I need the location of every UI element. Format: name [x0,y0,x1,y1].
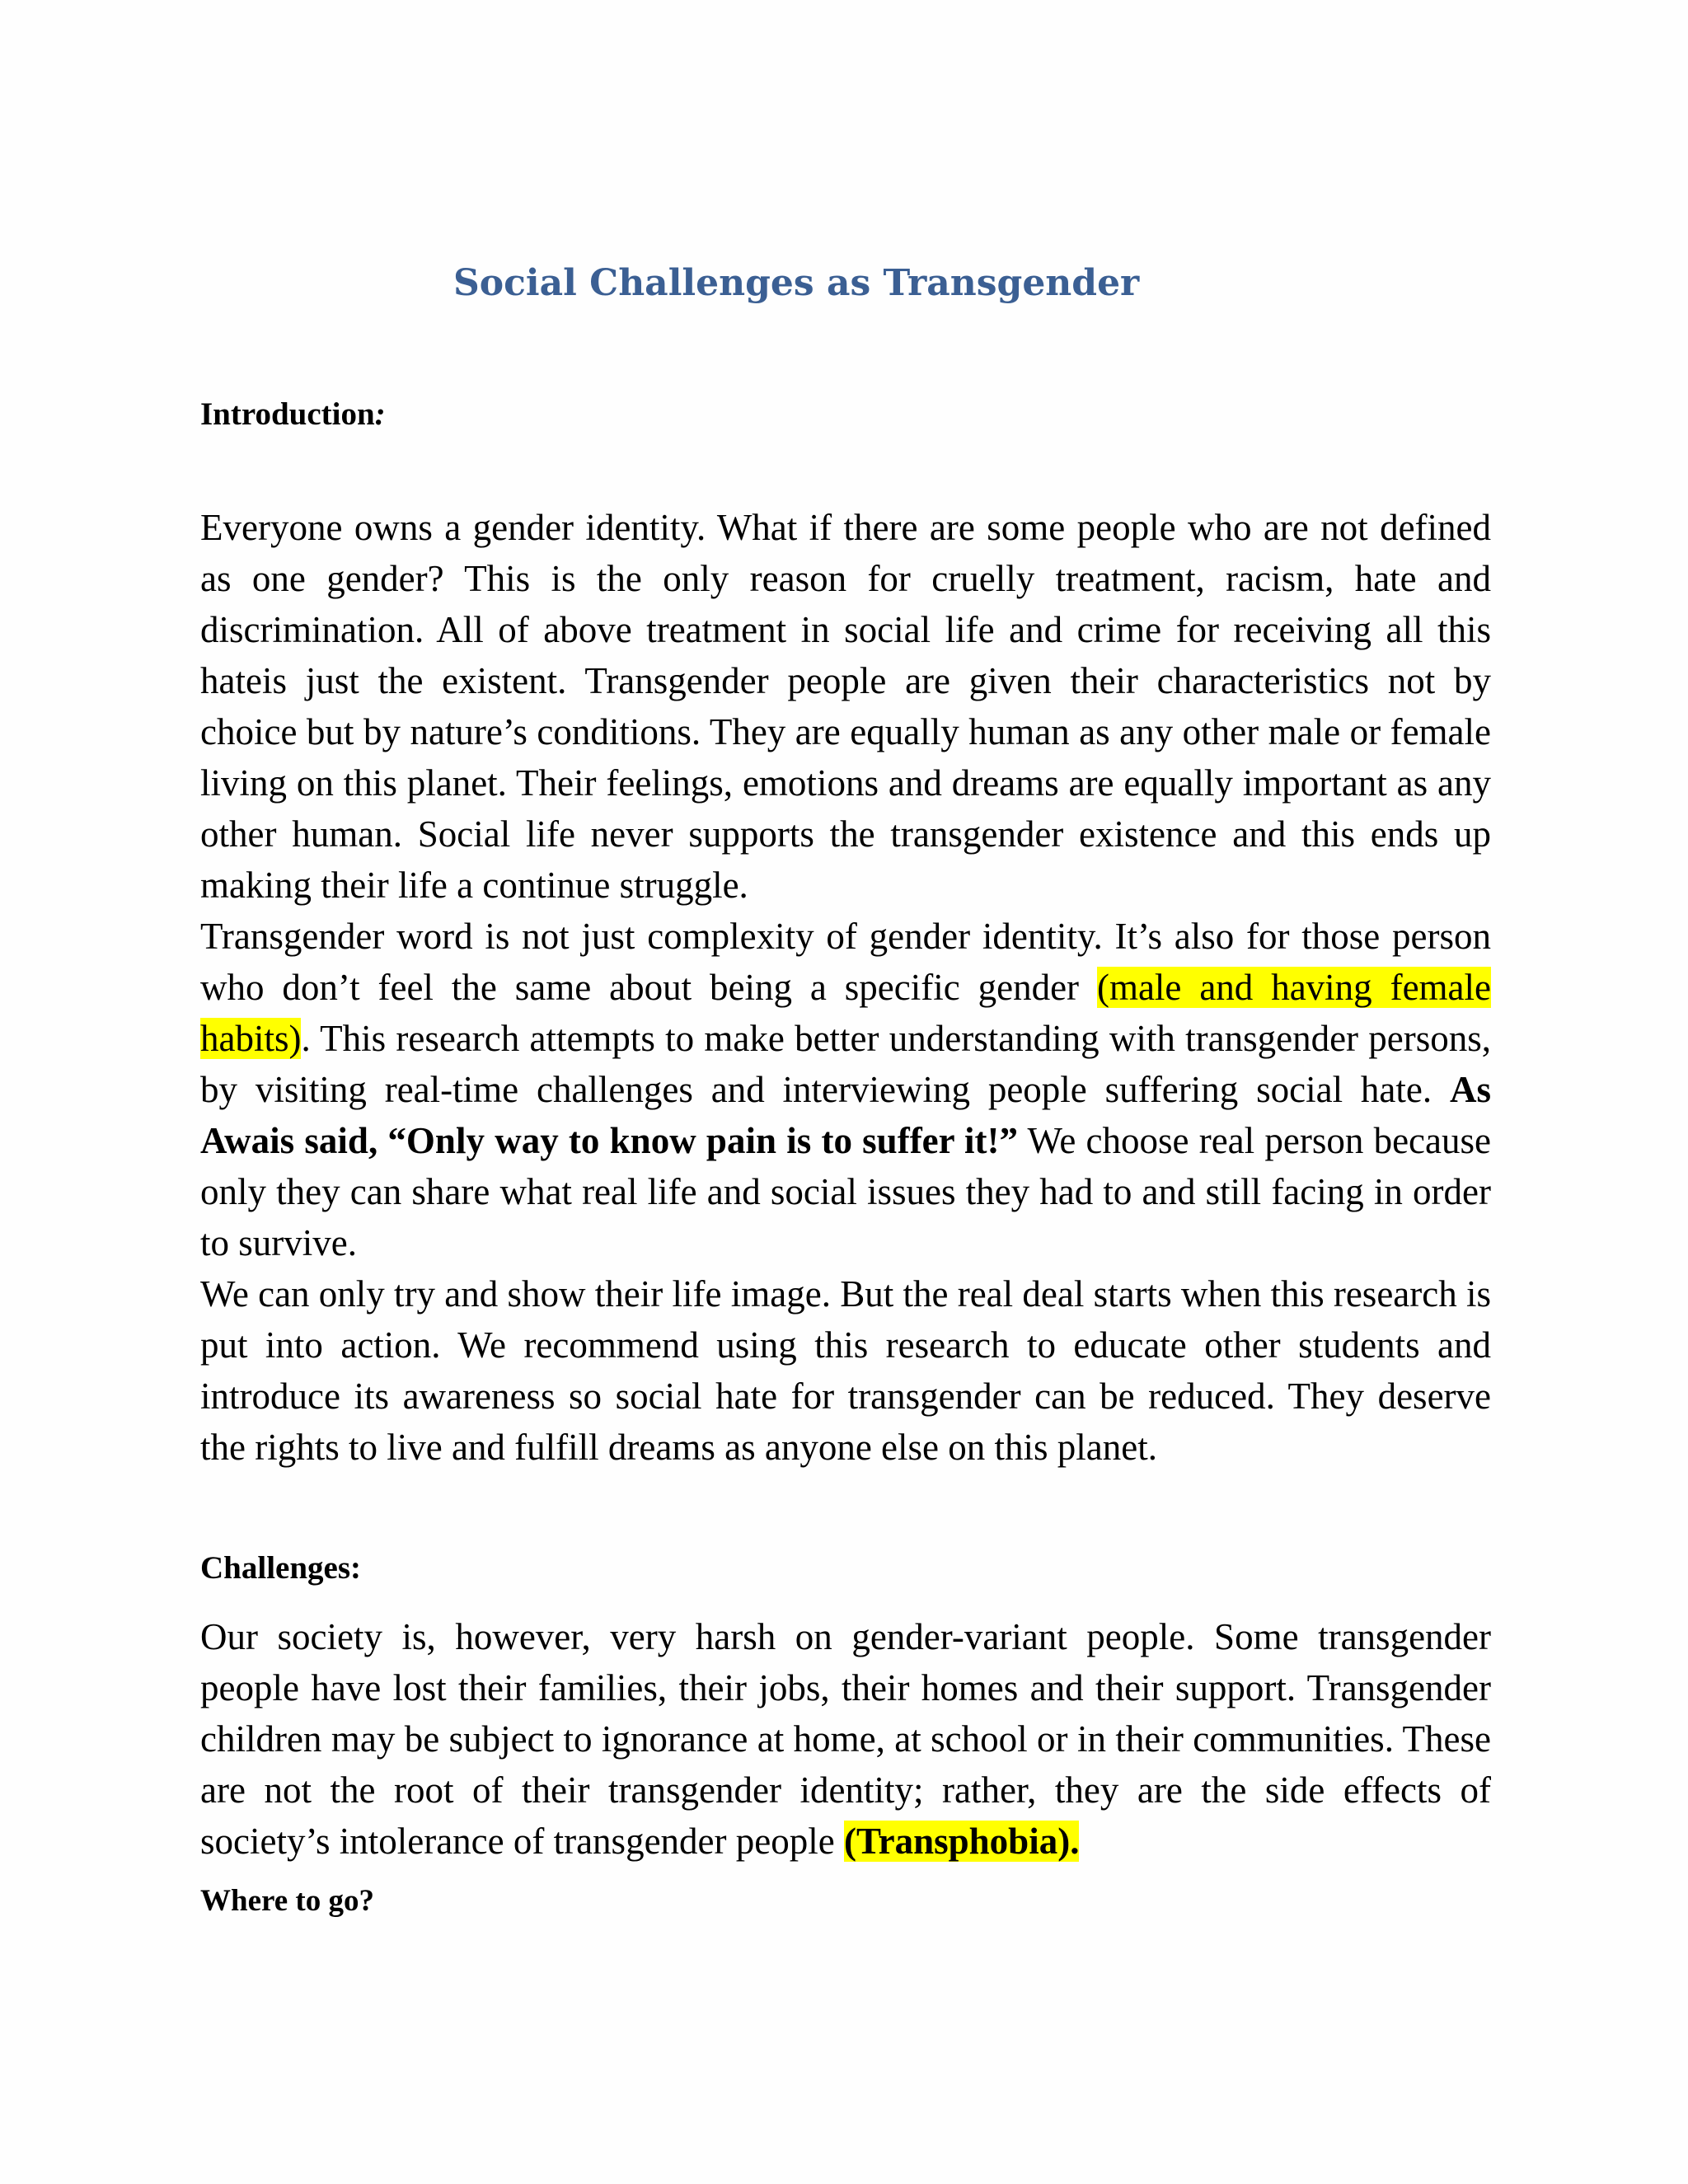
challenges-paragraph-text: Our society is, however, very harsh on gender-variant people. Some transgender people have lost their families, their jobs, their homes and their support. Transgender children may be subject to ignorance at home, at school or in their communities. These are not the root of their transgender identity; rather, they are the side effects of society’s intolerance of transgender people [200,1616,1491,1862]
challenges-paragraph [200,1611,1491,1867]
challenges-body [200,1611,1491,1867]
where-to-go-heading: Where to go? [200,1884,374,1918]
intro-paragraph-3: We can only try and show their life image. But the real deal starts when this research is put into action. We recommend using this research to educate other students and introduce its awareness so social hate for transgender can be reduced. They deserve the rights to live and fulfill dreams as anyone else on this planet. [200,1273,1491,1468]
intro-paragraph-2-mid: . This research attempts to make better understanding with transgender persons, by visiting real-time challenges and interviewing people suffering social hate. [200,1018,1491,1110]
introduction-heading-colon: : [374,396,386,432]
introduction-heading [200,396,386,433]
intro-paragraph-2-end: We choose real person because only they can share what real life and social issues they had to and still facing in order to survive. [200,1120,1491,1263]
introduction-body [200,502,1491,1473]
awais-quote: As Awais said, “Only way to know pain is to suffer it!” [200,1069,1491,1161]
transphobia-highlight: (Transphobia). [843,1821,1080,1862]
introduction-heading-text: Introduction [200,396,375,432]
intro-paragraph-2-start: Transgender word is not just complexity of gender identity. It’s also for those person who don’t feel the same about being a specific gender [200,916,1491,1008]
document-title: Social Challenges as Transgender [453,262,1140,304]
highlighted-phrase: (male and having female habits) [200,967,1492,1059]
intro-paragraph-1: Everyone owns a gender identity. What if there are some people who are not defined as one gender? This is the only reason for cruelly treatment, racism, hate and discrimination. All of above treatment in social life and crime for receiving all this hateis just the existent. Transgender people are given their characteristics not by choice but by nature’s conditions. They are equally human as any other male or female living on this planet. Their feelings, emotions and dreams are equally important as any other human. Social life never supports the transgender existence and this ends up making their life a continue struggle. [200,507,1491,906]
challenges-heading: Challenges: [200,1550,361,1586]
intro-paragraph-2 [200,911,1491,1268]
